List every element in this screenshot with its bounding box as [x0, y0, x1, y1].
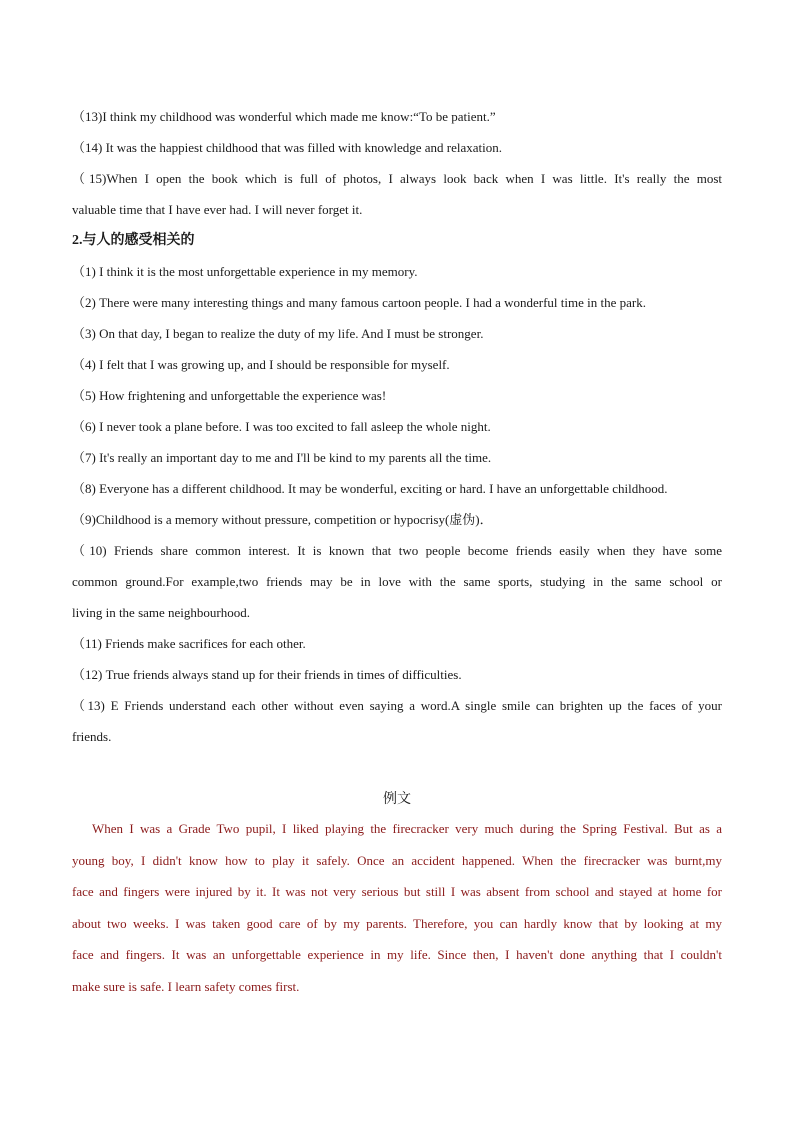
essay-line: face and fingers. It was an unforgettable experience in my life. Since then, I haven't done anything that I couldn't	[72, 947, 722, 962]
sentence-line: （9)Childhood is a memory without pressure, competition or hypocrisy(虚伪)．	[72, 512, 493, 527]
sentence-line: （13) E Friends understand each other without even saying a word.A single smile can brighten up the faces of your	[72, 698, 722, 713]
example-title: 例文	[383, 791, 411, 807]
essay-line: young boy, I didn't know how to play it safely. Once an accident happened. When the firecracker was burnt,my	[72, 852, 722, 868]
sentence-line: （14) It was the happiest childhood that was filled with knowledge and relaxation.	[72, 140, 502, 155]
essay-line: face and fingers were injured by it. It was not very serious but still I was absent from school and stayed at home for	[72, 884, 722, 899]
sentence-line: （1) I think it is the most unforgettable experience in my memory.	[72, 264, 418, 279]
sentence-line: （10) Friends share common interest. It is known that two people become friends easily when they have some	[72, 543, 722, 558]
essay-line: When I was a Grade Two pupil, I liked playing the firecracker very much during the Spring Festival. But as a	[92, 821, 722, 836]
example-essay	[72, 813, 722, 1002]
essay-line: make sure is safe. I learn safety comes first.	[72, 978, 300, 994]
sentence-line: common ground.For example,two friends may be in love with the same sports, studying in the same school or	[72, 574, 722, 589]
sentence-line: valuable time that I have ever had. I will never forget it.	[72, 202, 363, 217]
sentence-line: （7) It's really an important day to me and I'll be kind to my parents all the time.	[72, 450, 492, 465]
sentence-line: （3) On that day, I began to realize the duty of my life. And I must be stronger.	[72, 326, 484, 341]
sentence-line: friends.	[72, 729, 112, 744]
essay-line: about two weeks. I was taken good care of by my parents. Therefore, you can hardly know that by looking at my	[72, 915, 722, 931]
sentence-line: （8) Everyone has a different childhood. It may be wonderful, exciting or hard. I have an unforgettable childhood.	[72, 481, 668, 496]
section-heading: 2.与人的感受相关的	[72, 233, 195, 248]
sentence-line: （12) True friends always stand up for their friends in times of difficulties.	[72, 667, 462, 682]
main-text	[72, 101, 722, 752]
sentence-line: living in the same neighbourhood.	[72, 605, 251, 620]
sentence-line: （5) How frightening and unforgettable the experience was!	[72, 388, 387, 403]
sentence-line: （13)I think my childhood was wonderful which made me know:“To be patient.”	[72, 109, 496, 124]
sentence-line: （2) There were many interesting things and many famous cartoon people. I had a wonderful time in the park.	[72, 295, 646, 310]
sentence-line: （6) I never took a plane before. I was too excited to fall asleep the whole night.	[72, 419, 491, 434]
sentence-line: （11) Friends make sacrifices for each other.	[72, 636, 306, 651]
sentence-line: （4) I felt that I was growing up, and I should be responsible for myself.	[72, 357, 450, 372]
sentence-line: （15)When I open the book which is full of photos, I always look back when I was little. It's really the most	[72, 171, 722, 186]
